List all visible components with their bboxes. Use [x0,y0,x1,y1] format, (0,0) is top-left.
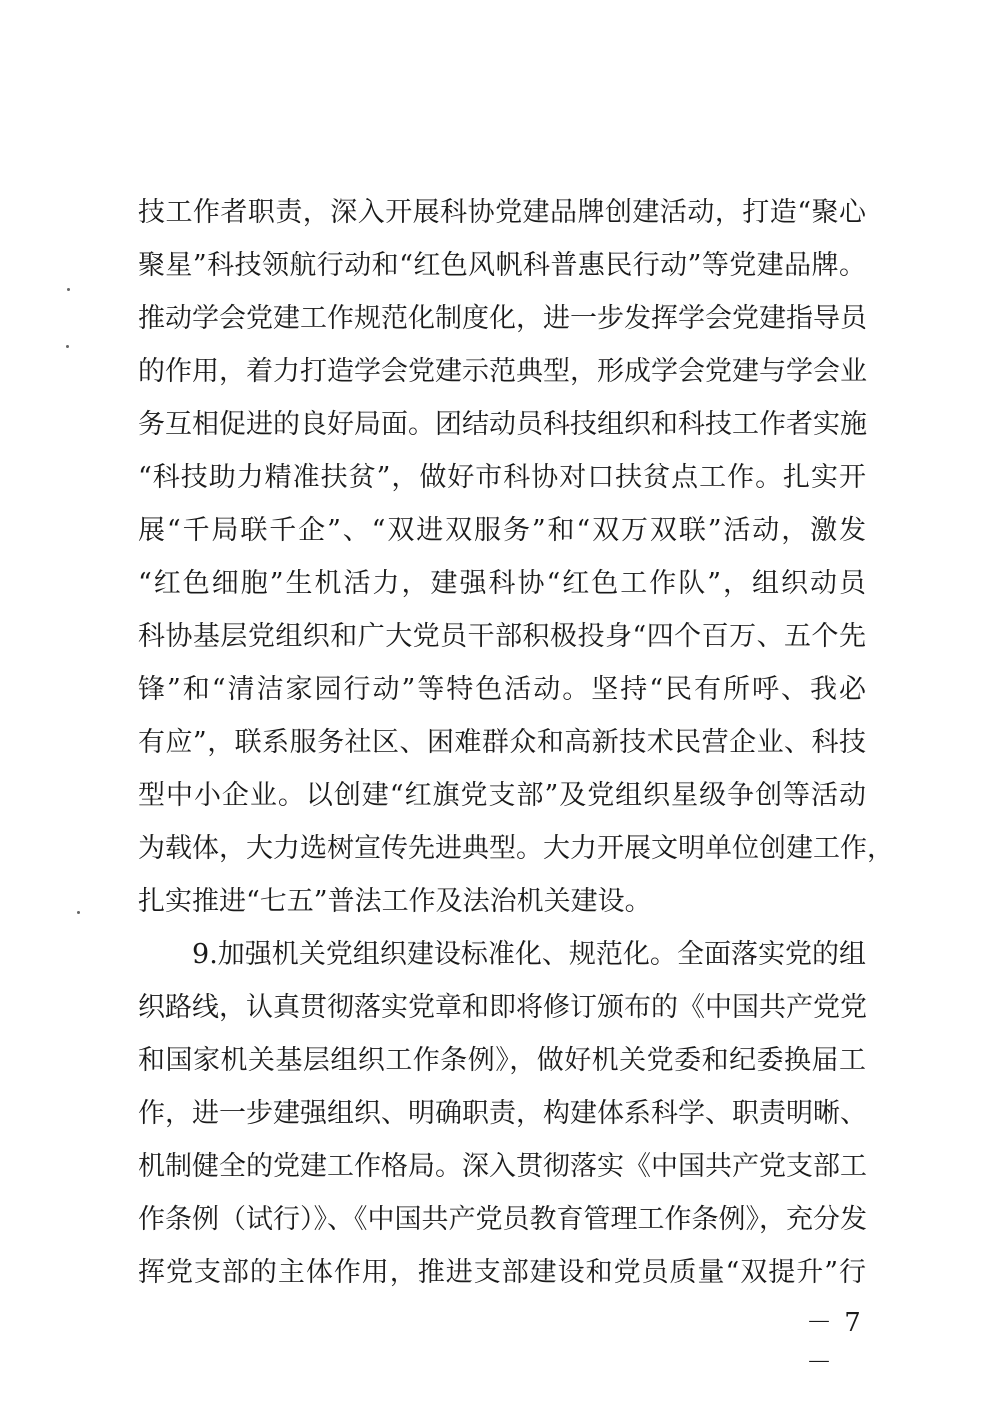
paragraph-1-line: 务互相促进的良好局面。团结动员科技组织和科技工作者实施 [138,409,867,440]
paragraph-2-line: 织路线，认真贯彻落实党章和即将修订颁布的《中国共产党党 [138,992,867,1023]
paragraph-1-line: 技工作者职责，深入开展科协党建品牌创建活动，打造“聚心 [138,197,866,228]
scan-artifact-dot [67,288,70,291]
scan-artifact-dot [77,911,80,914]
page-number: － 7 － [806,1308,863,1378]
paragraph-1-line: “红色细胞”生机活力，建强科协“红色工作队”，组织动员 [138,568,866,599]
paragraph-1-line: 为载体，大力选树宣传先进典型。大力开展文明单位创建工作， [138,833,894,864]
paragraph-2-line: 作，进一步建强组织、明确职责，构建体系科学、职责明晰、 [138,1098,867,1129]
paragraph-1-line: 展“千局联千企”、“双进双服务”和“双万双联”活动，激发 [138,515,866,546]
paragraph-1-line: 科协基层党组织和广大党员干部积极投身“四个百万、五个先 [138,621,866,652]
paragraph-1-line: 的作用，着力打造学会党建示范典型，形成学会党建与学会业 [138,356,867,387]
paragraph-1-line: 有应”，联系服务社区、困难群众和高新技术民营企业、科技 [138,727,866,758]
body-text [138,186,894,1299]
paragraph-1-line: “科技助力精准扶贫”，做好市科协对口扶贫点工作。扎实开 [138,462,866,493]
paragraph-1-line: 锋”和“清洁家园行动”等特色活动。坚持“民有所呼、我必 [138,674,866,705]
paragraph-1-line: 扎实推进“七五”普法工作及法治机关建设。 [138,886,652,917]
paragraph-1-line: 聚星”科技领航行动和“红色风帆科普惠民行动”等党建品牌。 [138,250,866,281]
paragraph-1-line: 推动学会党建工作规范化制度化，进一步发挥学会党建指导员 [138,303,867,334]
paragraph-2-line: 和国家机关基层组织工作条例》，做好机关党委和纪委换届工 [138,1045,866,1076]
paragraph-2-line: 挥党支部的主体作用，推进支部建设和党员质量“双提升”行 [138,1257,866,1288]
paragraph-2-line: 9.加强机关党组织建设标准化、规范化。全面落实党的组 [138,939,866,970]
paragraph-1-line: 型中小企业。以创建“红旗党支部”及党组织星级争创等活动 [138,780,866,811]
scan-artifact-dot [66,345,69,348]
paragraph-2-line: 机制健全的党建工作格局。深入贯彻落实《中国共产党支部工 [138,1151,867,1182]
paragraph-2-line: 作条例（试行）》、《中国共产党员教育管理工作条例》，充分发 [138,1204,867,1235]
